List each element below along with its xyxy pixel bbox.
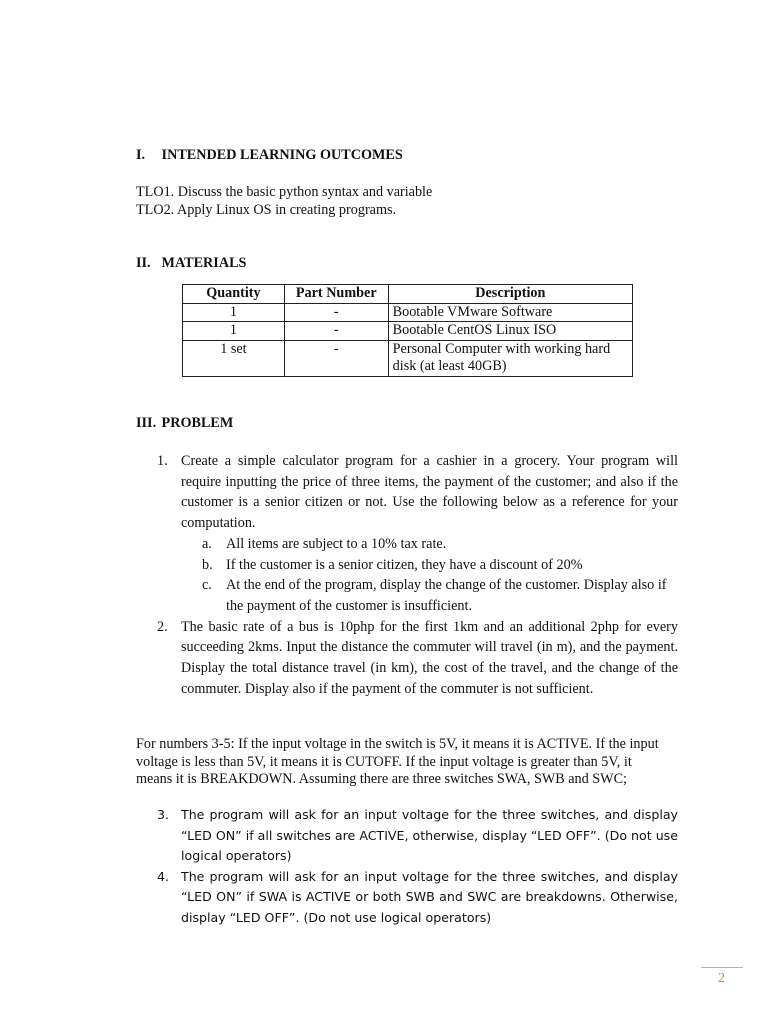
- cell-part-number: -: [284, 340, 388, 376]
- section-title: MATERIALS: [161, 255, 247, 271]
- learning-outcome-1: TLO1. Discuss the basic python syntax and variable: [136, 184, 433, 200]
- problem-list: [136, 451, 678, 699]
- item-number: 1.: [157, 453, 168, 469]
- cell-description: Bootable CentOS Linux ISO: [388, 322, 632, 341]
- cell-quantity: 1: [183, 322, 285, 341]
- sub-item-text: All items are subject to a 10% tax rate.: [226, 535, 447, 552]
- sub-item-b: [136, 555, 678, 576]
- problem-item-2: [136, 617, 678, 700]
- problem-item-4: [136, 867, 678, 929]
- problem-list-continued: [136, 805, 678, 929]
- column-header-part-number: Part Number: [284, 285, 388, 304]
- table-row: [183, 303, 633, 322]
- item-text: The program will ask for an input voltage for the three switches, and display “LED ON” if SWA is ACTIVE or both SWB and SWC are breakdowns. Otherwise, display “LED OFF”. (Do not use logical operators): [181, 868, 678, 925]
- item-number: 3.: [157, 807, 170, 822]
- sub-item-a: [136, 534, 678, 555]
- column-header-description: Description: [388, 285, 632, 304]
- learning-outcome-2: TLO2. Apply Linux OS in creating programs.: [136, 202, 397, 218]
- cell-description: Bootable VMware Software: [388, 303, 632, 322]
- sub-item-letter: a.: [202, 535, 212, 552]
- materials-table: [182, 284, 633, 377]
- item-text: The basic rate of a bus is 10php for the first 1km and an additional 2php for every succeeding 2kms. Input the distance the commuter will travel (in m), and the payment. Display the total distance travel (in km), the cost of the travel, and the change of the commuter. Display also if the payment of the commuter is not sufficient.: [181, 618, 678, 697]
- section-title: PROBLEM: [161, 415, 234, 431]
- section-heading-outcomes: [136, 147, 403, 164]
- problem-item-3: [136, 805, 678, 867]
- table-row: [183, 340, 633, 376]
- section-heading-problem: [136, 415, 233, 432]
- sub-item-letter: c.: [202, 577, 212, 594]
- cell-quantity: 1 set: [183, 340, 285, 376]
- item-text: Create a simple calculator program for a cashier in a grocery. Your program will require inputting the price of three items, the payment of the customer; and also if the customer is a senior citizen or not. Use the following below as a reference for your computation.: [181, 453, 678, 532]
- page-number: 2: [718, 971, 725, 986]
- sub-item-text: At the end of the program, display the change of the customer. Display also if the payment of the customer is insufficient.: [226, 577, 667, 614]
- item-number: 2.: [157, 618, 168, 635]
- column-header-quantity: Quantity: [183, 285, 285, 304]
- problem-item-1: [136, 451, 678, 534]
- cell-part-number: -: [284, 303, 388, 322]
- cell-description: Personal Computer with working hard disk (at least 40GB): [388, 340, 632, 376]
- section-number: II.: [136, 255, 151, 271]
- section-number: I.: [136, 147, 146, 163]
- voltage-intro-paragraph: For numbers 3-5: If the input voltage in the switch is 5V, it means it is ACTIVE. If the input voltage is less than 5V, it means it is CUTOFF. If the input voltage is greater than 5V, it means it is BREAKDOWN. Assuming there are three switches SWA, SWB and SWC;: [136, 736, 659, 787]
- item-text: The program will ask for an input voltage for the three switches, and display “LED ON” if all switches are ACTIVE, otherwise, display “LED OFF”. (Do not use logical operators): [181, 807, 678, 864]
- sub-item-letter: b.: [202, 556, 213, 573]
- page-number-rule: [701, 967, 743, 968]
- sub-item-c: [136, 575, 678, 616]
- section-heading-materials: [136, 255, 246, 272]
- section-title: INTENDED LEARNING OUTCOMES: [161, 147, 403, 163]
- sub-item-text: If the customer is a senior citizen, they have a discount of 20%: [226, 556, 583, 573]
- item-number: 4.: [157, 868, 170, 884]
- table-row: [183, 322, 633, 341]
- section-number: III.: [136, 415, 157, 431]
- table-header-row: [183, 285, 633, 304]
- cell-part-number: -: [284, 322, 388, 341]
- cell-quantity: 1: [183, 303, 285, 322]
